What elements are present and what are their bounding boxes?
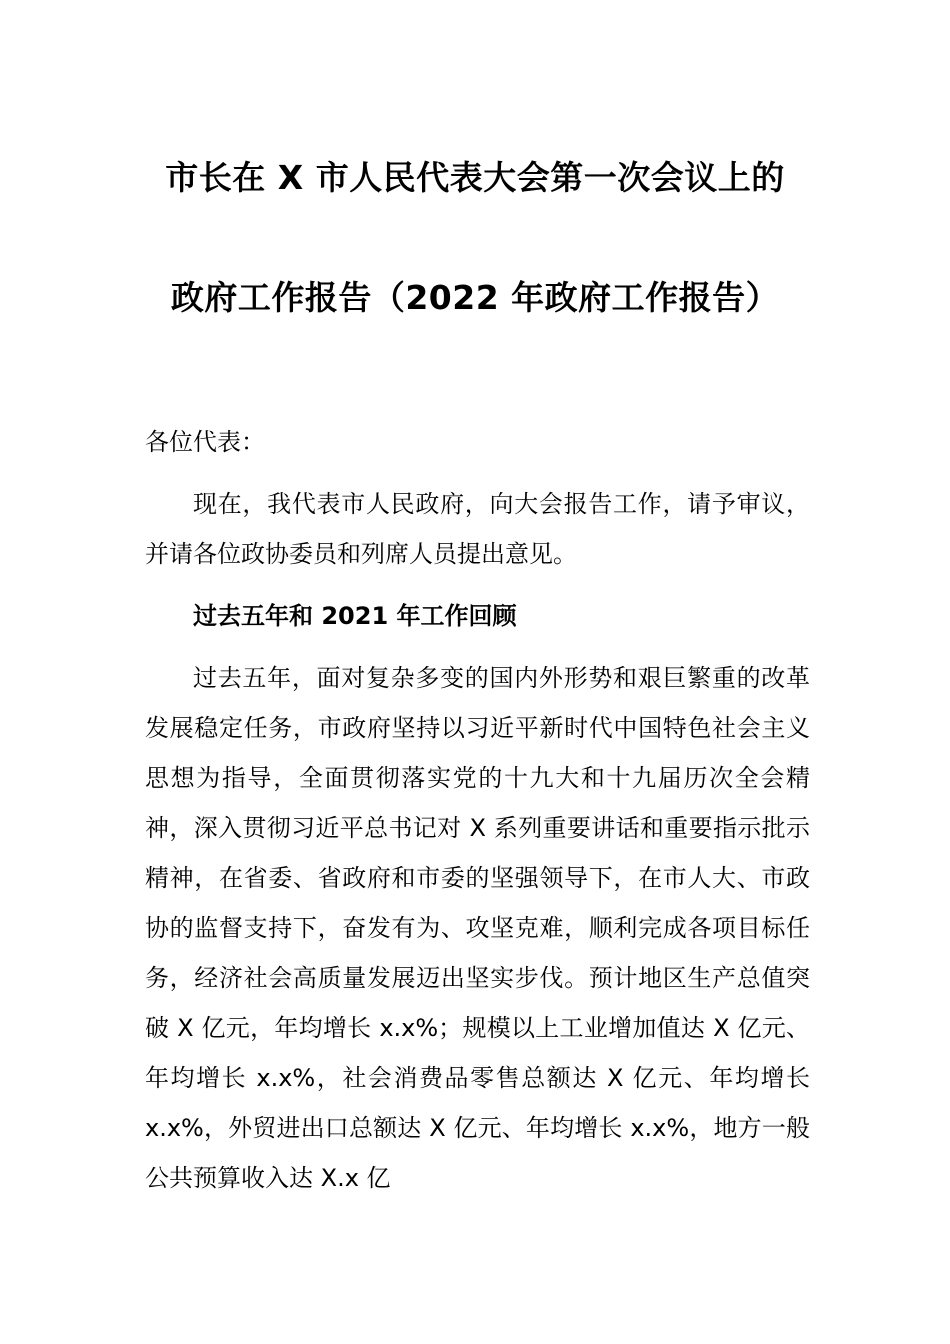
report-body: [145, 417, 810, 1203]
report-title-line-1: 市长在 X 市人民代表大会第一次会议上的: [165, 158, 785, 197]
review-paragraph: 过去五年，面对复杂多变的国内外形势和艰巨繁重的改革发展稳定任务，市政府坚持以习近平新时代中国特色社会主义思想为指导，全面贯彻落实党的十九大和十九届历次全会精神，深入贯彻习近平总书记对 X 系列重要讲话和重要指示批示精神，在省委、省政府和市委的坚强领导下，在市人大、市政协的监督支持下，奋发有为、攻坚克难，顺利完成各项目标任务，经济社会高质量发展迈出坚实步伐。预计地区生产总值突破 X 亿元，年均增长 x.x%；规模以上工业增加值达 X 亿元、年均增长 x.x%，社会消费品零售总额达 X 亿元、年均增长 x.x%，外贸进出口总额达 X 亿元、年均增长 x.x%，地方一般公共预算收入达 X.x 亿: [145, 664, 810, 1192]
section-heading: 过去五年和 2021 年工作回顾: [193, 602, 517, 630]
salutation: 各位代表：: [145, 428, 265, 456]
intro-paragraph: 现在，我代表市人民政府，向大会报告工作，请予审议，并请各位政协委员和列席人员提出意见。: [145, 490, 810, 568]
report-title-line-2: 政府工作报告（2022 年政府工作报告）: [170, 278, 780, 317]
